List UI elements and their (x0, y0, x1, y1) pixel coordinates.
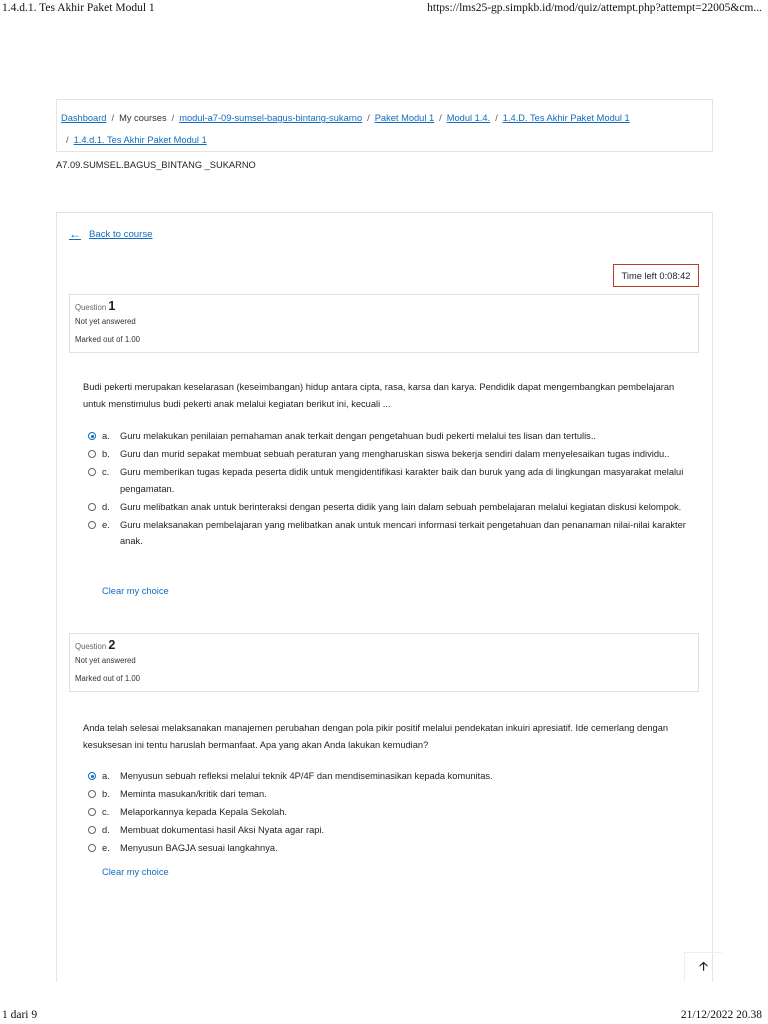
question-grade: Marked out of 1.00 (75, 335, 141, 344)
back-to-course-link[interactable] (69, 227, 152, 241)
question-info (69, 294, 699, 353)
answer-option[interactable] (88, 499, 688, 516)
answer-text: Guru melaksanakan pembelajaran yang melibatkan anak untuk mencari informasi terkait pengetahuan dan penanaman nilai-nilai karakter anak. (120, 519, 686, 547)
breadcrumb-item-course[interactable]: modul-a7-09-sumsel-bagus-bintang-sukarno (179, 113, 363, 123)
print-datetime: 21/12/2022 20.38 (680, 1009, 762, 1021)
answer-option[interactable] (88, 464, 688, 497)
question-prefix: Question (75, 642, 107, 651)
radio-unchecked-icon[interactable] (88, 503, 96, 511)
answer-option[interactable] (88, 428, 688, 445)
question-state: Not yet answered (75, 656, 136, 665)
back-to-course-label: Back to course (89, 228, 153, 240)
back-to-top-button[interactable] (684, 952, 722, 981)
answer-option[interactable] (88, 786, 688, 803)
question-number (75, 638, 693, 652)
radio-unchecked-icon[interactable] (88, 468, 96, 476)
breadcrumb-item-paket-modul[interactable]: Paket Modul 1 (374, 113, 435, 123)
question-state: Not yet answered (75, 317, 136, 326)
print-header (0, 0, 768, 18)
answer-letter: a. (102, 431, 110, 441)
answer-text: Guru memberikan tugas kepada peserta didik untuk mengidentifikasi karakter baik dan buruk yang ada di lingkungan masyarakat melalui pengamatan. (120, 467, 684, 494)
arrow-up-icon: 🡡 (699, 958, 708, 973)
breadcrumb-separator: / (111, 113, 115, 123)
answer-text: Meminta masukan/kritik dari teman. (120, 789, 267, 800)
question-text: Anda telah selesai melaksanakan manajemen perubahan dengan pola pikir positif melalui pendekatan inkuiri apresiatif. Ide cemerlang dengan kesuksesan ini tentu haruslah bermanfaat. Apa yang akan Anda lakukan kemudian? (83, 723, 669, 750)
answer-option[interactable] (88, 517, 688, 550)
print-footer (0, 1006, 768, 1024)
question-number-value: 2 (108, 638, 116, 652)
radio-unchecked-icon[interactable] (88, 790, 96, 798)
radio-unchecked-icon[interactable] (88, 808, 96, 816)
answer-text: Menyusun sebuah refleksi melalui teknik 4P/4F dan mendiseminasikan kepada komunitas. (120, 771, 493, 781)
breadcrumb-item-dashboard[interactable]: Dashboard (61, 113, 107, 123)
print-header-url: https://lms25-gp.simpkb.id/mod/quiz/attempt.php?attempt=22005&cm... (427, 2, 762, 14)
clear-choice-link[interactable]: Clear my choice (102, 586, 169, 596)
answer-option[interactable] (88, 446, 688, 463)
clear-choice-link[interactable]: Clear my choice (102, 867, 169, 877)
arrow-left-icon: ← (69, 227, 81, 241)
radio-unchecked-icon[interactable] (88, 826, 96, 834)
answer-option[interactable] (88, 840, 688, 857)
answer-option[interactable] (88, 822, 688, 839)
print-header-title: 1.4.d.1. Tes Akhir Paket Modul 1 (2, 2, 155, 14)
answer-letter: d. (102, 501, 110, 512)
radio-checked-icon[interactable] (88, 432, 96, 440)
question-prefix: Question (75, 303, 107, 312)
time-left-timer: Time left 0:08:42 (613, 264, 699, 287)
answer-option[interactable] (88, 804, 688, 821)
breadcrumb-separator: / (66, 135, 69, 145)
radio-unchecked-icon[interactable] (88, 521, 96, 529)
breadcrumb-separator: / (171, 113, 175, 123)
answer-text: Membuat dokumentasi hasil Aksi Nyata agar rapi. (120, 825, 325, 836)
breadcrumb-separator: / (495, 113, 498, 123)
question-info (69, 633, 699, 692)
breadcrumb-item-section[interactable]: 1.4.D. Tes Akhir Paket Modul 1 (502, 113, 630, 123)
answer-letter: d. (102, 825, 110, 836)
answer-list (88, 768, 688, 858)
radio-checked-icon[interactable] (88, 772, 96, 780)
user-fullname: A7.09.SUMSEL.BAGUS_BINTANG _SUKARNO (56, 160, 256, 170)
answer-list (88, 428, 688, 551)
answer-text: Melaporkannya kepada Kepala Sekolah. (120, 807, 287, 818)
question-text: Budi pekerti merupakan keselarasan (keseimbangan) hidup antara cipta, rasa, karsa dan karya. Pendidik dapat mengembangkan pembelajaran untuk menstimulus budi pekerti anak melalui kegiatan berikut ini, kecuali ... (83, 382, 675, 409)
question-grade: Marked out of 1.00 (75, 674, 141, 683)
print-page-number: 1 dari 9 (2, 1009, 38, 1021)
question-number (75, 299, 693, 313)
breadcrumb-item-my-courses: My courses (119, 113, 167, 123)
answer-text: Guru melakukan penilaian pemahaman anak terkait dengan pengetahuan budi pekerti melalui tes lisan dan tertulis.. (120, 431, 596, 441)
breadcrumb-separator: / (439, 113, 442, 123)
answer-letter: c. (102, 467, 110, 478)
breadcrumb-item-quiz[interactable]: 1.4.d.1. Tes Akhir Paket Modul 1 (73, 135, 207, 145)
breadcrumb-separator: / (367, 113, 370, 123)
answer-letter: c. (102, 807, 110, 818)
answer-letter: a. (102, 771, 110, 781)
answer-text: Guru dan murid sepakat membuat sebuah peraturan yang mengharuskan siswa bekerja sendiri dalam menyelesaikan tugas individu.. (120, 449, 670, 460)
radio-unchecked-icon[interactable] (88, 844, 96, 852)
radio-unchecked-icon[interactable] (88, 450, 96, 458)
question-number-value: 1 (108, 299, 116, 313)
breadcrumb-item-modul[interactable]: Modul 1.4. (446, 113, 491, 123)
answer-letter: e. (102, 843, 110, 854)
answer-text: Menyusun BAGJA sesuai langkahnya. (120, 843, 278, 854)
answer-letter: e. (102, 519, 110, 530)
answer-letter: b. (102, 449, 110, 460)
answer-letter: b. (102, 789, 110, 800)
breadcrumb (56, 99, 713, 152)
answer-text: Guru melibatkan anak untuk berinteraksi dengan peserta didik yang lain dalam sebuah pembelajaran melalui kegiatan diskusi kelompok. (120, 501, 682, 512)
answer-option[interactable] (88, 768, 688, 785)
